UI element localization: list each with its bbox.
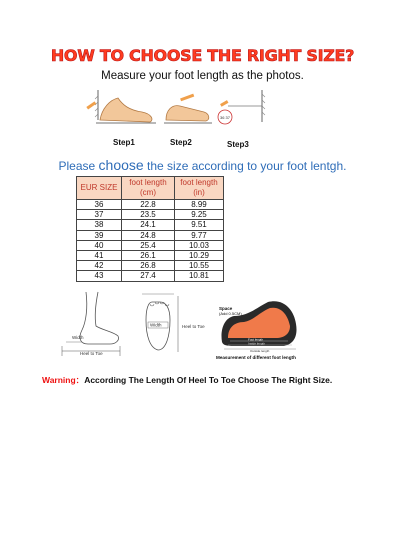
guide-text-emphasis: choose bbox=[98, 157, 144, 173]
step1-foot-image bbox=[86, 90, 156, 123]
table-row bbox=[77, 220, 224, 230]
page-title: HOW TO CHOOSE THE RIGHT SIZE? bbox=[50, 46, 355, 65]
foot-length-label: Foot length bbox=[248, 337, 264, 342]
table-row bbox=[77, 200, 224, 210]
width-label: Width bbox=[72, 335, 84, 340]
in-cell: 10.03 bbox=[174, 240, 223, 250]
table-row bbox=[77, 251, 224, 261]
heel-to-toe-label: Heel to Toe bbox=[80, 351, 103, 356]
size-guide-heading bbox=[0, 157, 405, 173]
in-cell: 9.51 bbox=[174, 220, 223, 230]
cm-cell: 27.4 bbox=[122, 271, 175, 281]
guide-text-after: the size according to your foot lentgh. bbox=[143, 159, 347, 173]
space-label: Space bbox=[219, 306, 233, 311]
foot-measure-illustration bbox=[80, 86, 270, 134]
in-cell: 9.25 bbox=[174, 210, 223, 220]
eur-size-cell: 43 bbox=[77, 271, 122, 281]
header-foot-length-cm: foot length (cm) bbox=[122, 177, 175, 200]
step3-label: Step3 bbox=[227, 140, 249, 149]
cm-cell: 25.4 bbox=[122, 240, 175, 250]
size-table-header-row bbox=[77, 177, 224, 200]
table-row bbox=[77, 261, 224, 271]
table-row bbox=[77, 210, 224, 220]
warning-text: According The Length Of Heel To Toe Choose The Right Size. bbox=[84, 375, 333, 385]
step3-ruler-image bbox=[218, 90, 265, 124]
side-foot-diagram bbox=[62, 292, 120, 356]
eur-size-cell: 39 bbox=[77, 230, 122, 240]
eur-size-cell: 37 bbox=[77, 210, 122, 220]
eur-size-cell: 38 bbox=[77, 220, 122, 230]
warning-note bbox=[42, 374, 332, 386]
inside-length-label: Inside length bbox=[248, 341, 266, 346]
warning-label: Warning： bbox=[42, 375, 85, 385]
cm-cell: 26.1 bbox=[122, 251, 175, 261]
step2-foot-image bbox=[164, 94, 212, 123]
eur-size-cell: 41 bbox=[77, 251, 122, 261]
measure-instruction: Measure your foot length as the photos. bbox=[101, 70, 304, 82]
step1-label: Step1 bbox=[113, 138, 135, 147]
in-cell: 10.29 bbox=[174, 251, 223, 261]
in-cell: 9.77 bbox=[174, 230, 223, 240]
header-eur-size: EUR SIZE bbox=[77, 177, 122, 200]
size-table bbox=[76, 176, 224, 282]
step2-label: Step2 bbox=[170, 138, 192, 147]
outside-length-label: Outside length bbox=[250, 349, 270, 353]
in-cell: 8.99 bbox=[174, 200, 223, 210]
space-value-label: (Add 0.5CM) bbox=[219, 311, 242, 316]
cm-cell: 26.8 bbox=[122, 261, 175, 271]
cm-cell: 22.8 bbox=[122, 200, 175, 210]
cm-cell: 24.1 bbox=[122, 220, 175, 230]
cm-cell: 23.5 bbox=[122, 210, 175, 220]
measurement-caption: Measurement of different foot length bbox=[216, 355, 296, 360]
eur-size-cell: 40 bbox=[77, 240, 122, 250]
cm-cell: 24.8 bbox=[122, 230, 175, 240]
table-row bbox=[77, 230, 224, 240]
header-foot-length-in: foot length (in) bbox=[174, 177, 223, 200]
in-cell: 10.81 bbox=[174, 271, 223, 281]
table-row bbox=[77, 271, 224, 281]
eur-size-cell: 36 bbox=[77, 200, 122, 210]
width-label-2: Width bbox=[150, 322, 162, 328]
table-row bbox=[77, 240, 224, 250]
guide-text-before: Please bbox=[58, 159, 99, 173]
eur-size-cell: 42 bbox=[77, 261, 122, 271]
in-cell: 10.55 bbox=[174, 261, 223, 271]
top-foot-diagram bbox=[142, 294, 205, 352]
measurement-diagrams bbox=[58, 288, 308, 362]
ruler-reading: 36 37 bbox=[219, 115, 231, 120]
steps-illustration bbox=[80, 86, 270, 134]
heel-to-toe-label-2: Heel to Toe bbox=[182, 324, 205, 329]
shoe-measurement-diagram bbox=[216, 301, 297, 360]
